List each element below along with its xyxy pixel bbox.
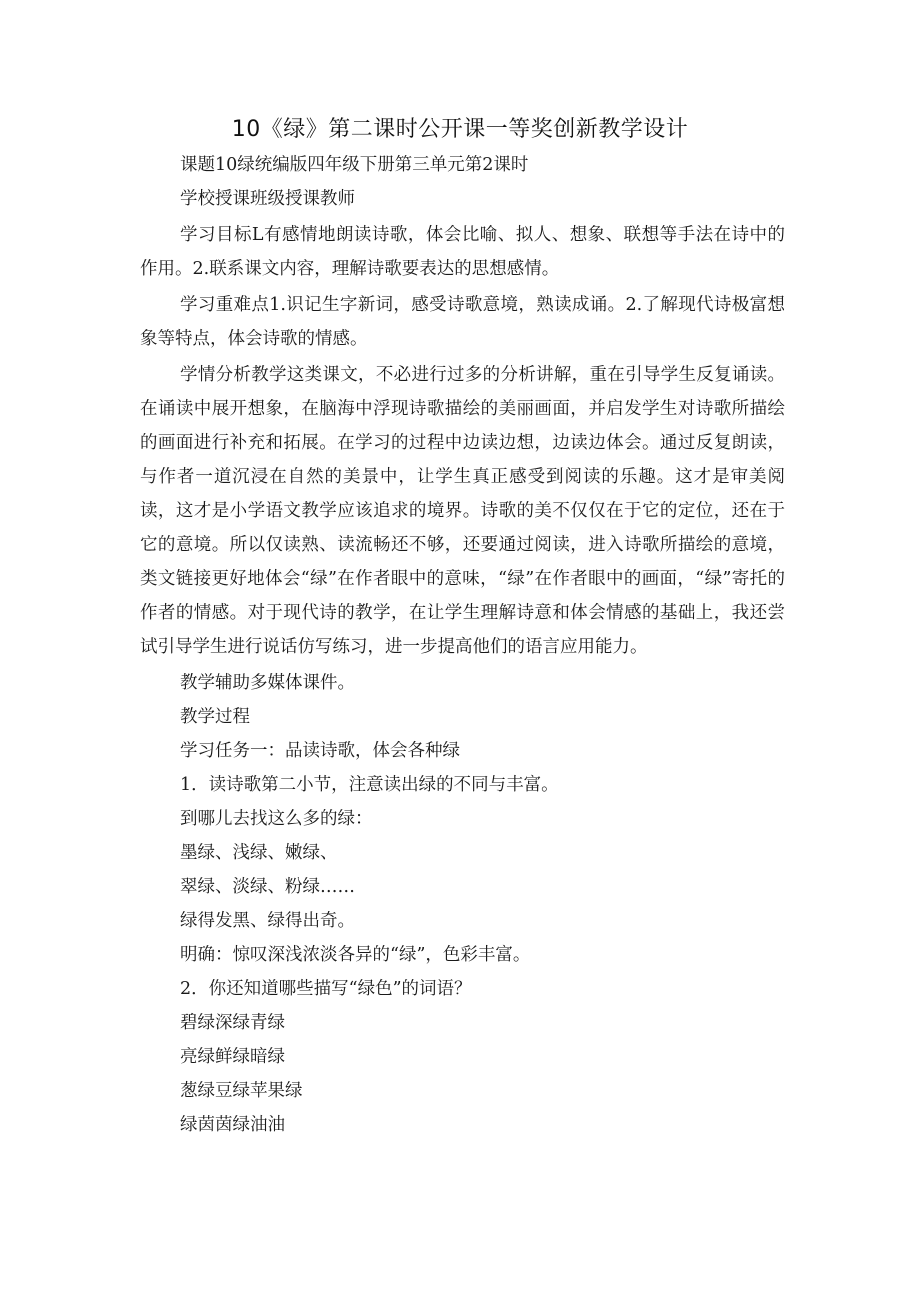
teaching-aids-line: 教学辅助多媒体课件。 [180, 673, 355, 693]
list-item: 绿茵茵绿油油 [180, 1115, 285, 1135]
learner-analysis-paragraph: 学情分析教学这类课文，不必进行过多的分析讲解，重在引导学生反复诵读。在诵读中展开想象，在脑海中浮现诗歌描绘的美丽画面，并启发学生对诗歌所描绘的画面进行补充和拓展。在学习的过程中边读边想，边读边体会。通过反复朗读，与作者一道沉浸在自然的美景中，让学生真正感受到阅读的乐趣。这才是审美阅读，这才是小学语文教学应该追求的境界。诗歌的美不仅仅在于它的定位，还在于它的意境。所以仅读熟、读流畅还不够，还要通过阅读，进入诗歌所描绘的意境，类文链接更好地体会“绿”在作者眼中的意味，“绿”在作者眼中的画面，“绿”寄托的作者的情感。对于现代诗的教学，在让学生理解诗意和体会情感的基础上，我还尝试引导学生进行说话仿写练习，进一步提高他们的语言应用能力。 [140, 365, 785, 657]
teaching-process-heading: 教学过程 [180, 707, 250, 727]
list-item: 亮绿鲜绿暗绿 [180, 1047, 285, 1067]
meta-school-line: 学校授课班级授课教师 [180, 189, 355, 209]
list-item: 绿得发黑、绿得出奇。 [180, 911, 355, 931]
document-title: 10《绿》第二课时公开课一等奖创新教学设计 [231, 117, 689, 142]
meta-lesson-line: 课题10绿统编版四年级下册第三单元第2课时 [180, 155, 529, 175]
document-body [140, 148, 785, 1142]
task-one-heading: 学习任务一：品读诗歌，体会各种绿 [180, 741, 460, 761]
learning-objectives-paragraph: 学习目标L有感情地朗读诗歌，体会比喻、拟人、想象、联想等手法在诗中的作用。2.联系课文内容，理解诗歌要表达的思想感情。 [140, 225, 785, 279]
list-item: 2．你还知道哪些描写“绿色”的词语？ [180, 979, 472, 999]
list-item: 翠绿、淡绿、粉绿…… [180, 877, 355, 897]
list-item: 明确：惊叹深浅浓淡各异的“绿”，色彩丰富。 [180, 945, 531, 965]
list-item: 墨绿、浅绿、嫩绿、 [180, 843, 338, 863]
list-item: 1．读诗歌第二小节，注意读出绿的不同与丰富。 [180, 775, 559, 795]
list-item: 到哪儿去找这么多的绿： [180, 809, 373, 829]
key-difficulties-paragraph: 学习重难点1.识记生字新词，感受诗歌意境，熟读成诵。2.了解现代诗极富想象等特点，体会诗歌的情感。 [140, 295, 785, 349]
list-item: 碧绿深绿青绿 [180, 1013, 285, 1033]
list-item: 葱绿豆绿苹果绿 [180, 1081, 303, 1101]
